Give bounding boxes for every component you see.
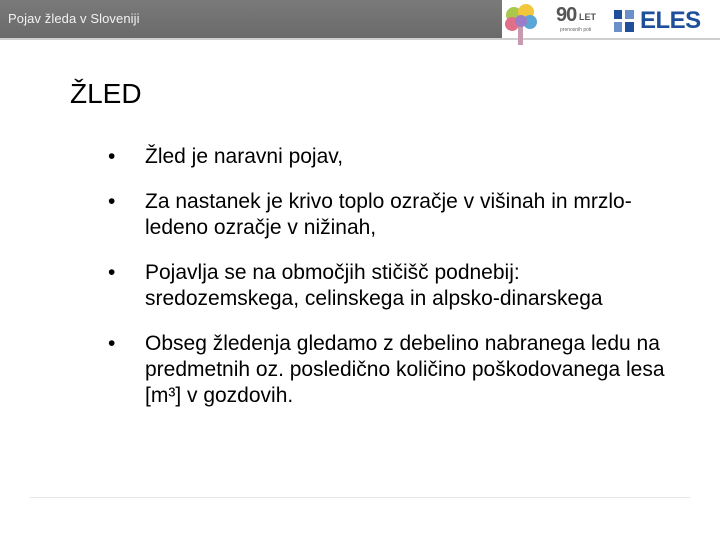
anniversary-logo-subtitle: prenosnih poti [560,27,592,33]
bullet-marker: • [108,261,116,284]
bullet-text: Obseg žledenja gledamo z debelino nabranega ledu na predmetnih oz. posledično količino poškodovanega lesa [m³] v gozdovih. [145,332,665,407]
slide-title: ŽLED [70,78,142,109]
bullet-text: Za nastanek je krivo toplo ozračje v višinah in mrzlo-ledeno ozračje v nižinah, [145,190,632,239]
header-bar [0,0,502,38]
eles-logo-text: ELES [640,7,701,34]
anniversary-logo-number: 90 [556,4,577,26]
header-divider [0,38,720,40]
bullet-item [108,144,668,170]
bullet-item [108,260,668,312]
bullet-item [108,331,668,409]
bullet-marker: • [108,145,116,168]
footer-divider [30,497,690,498]
bullet-text: Žled je naravni pojav, [145,145,344,168]
presentation-title: Pojav žleda v Sloveniji [8,11,140,26]
bullet-list [108,144,668,428]
bullet-item [108,189,668,241]
anniversary-logo-suffix: LET [579,12,596,22]
bullet-text: Pojavlja se na območjih stičišč podnebij: sredozemskega, celinskega in alpsko-dinarskega [145,261,603,310]
bullet-marker: • [108,190,116,213]
tree-logo-icon [502,1,540,47]
bullet-marker: • [108,332,116,355]
eles-logo-icon [614,10,634,32]
